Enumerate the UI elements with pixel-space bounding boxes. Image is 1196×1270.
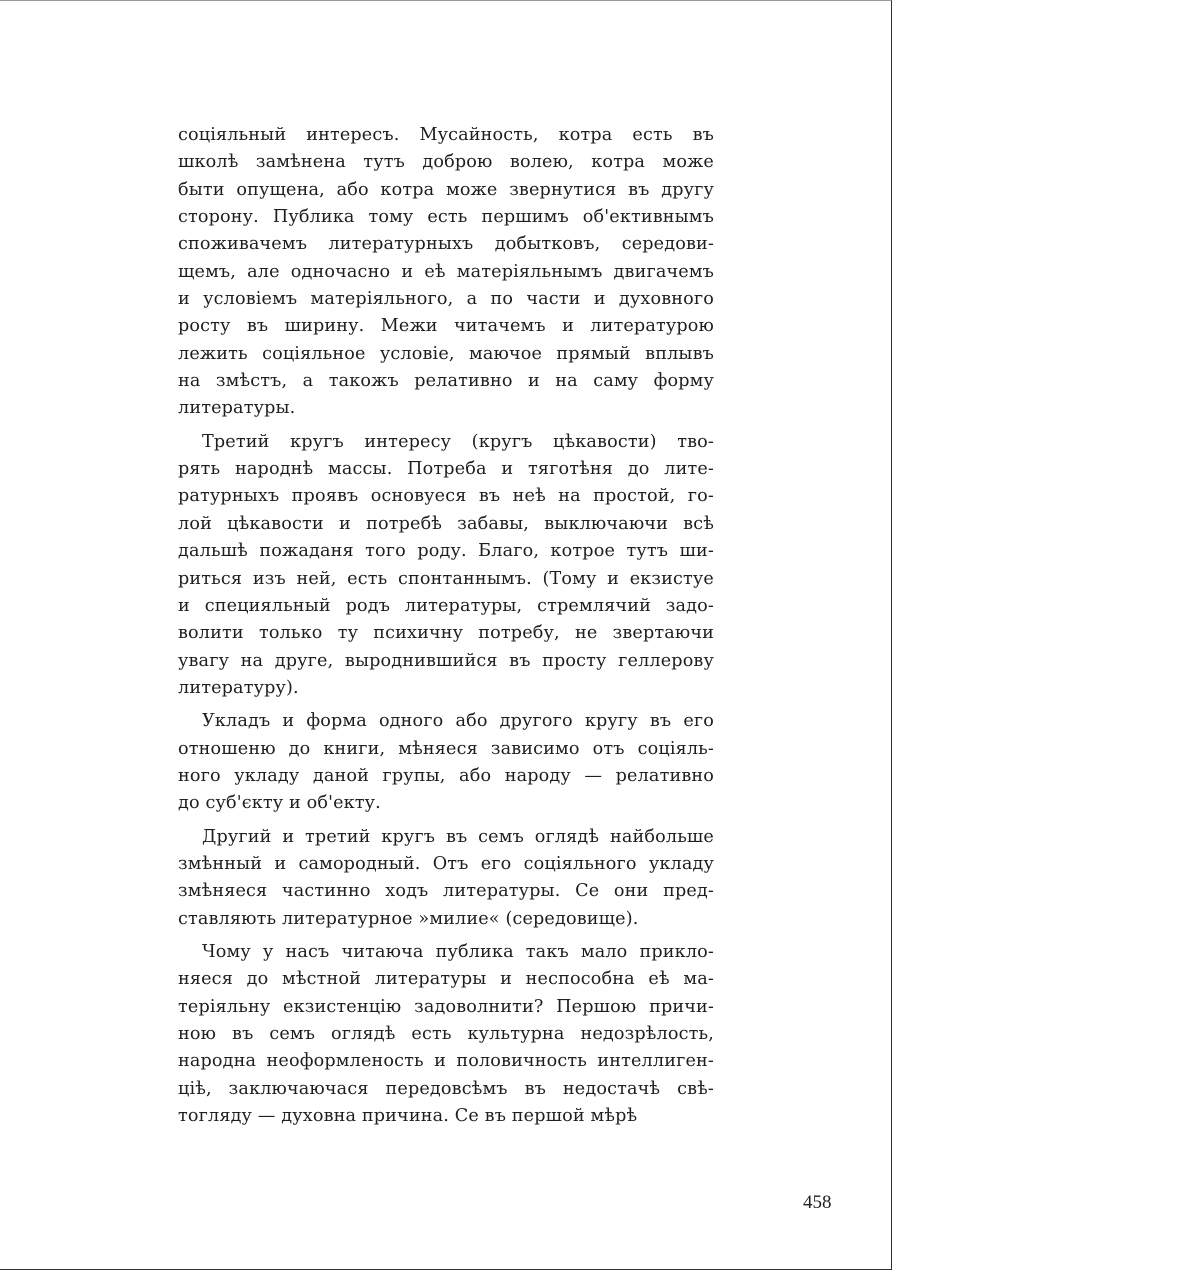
text-line: ціѣ, заключаючася передовсѣмъ въ недостачѣ свѣ- — [178, 1078, 714, 1099]
text-line: тогляду — духовна причина. Се въ першой мѣрѣ — [178, 1106, 638, 1127]
text-line: волити только ту психичну потребу, не звертаючи — [178, 623, 714, 644]
text-line: отношеню до книги, мѣняеся зависимо отъ соціяль- — [178, 738, 714, 759]
paragraph — [178, 708, 714, 817]
text-line: рять народнѣ массы. Потреба и тяготѣня до лите- — [178, 459, 714, 480]
text-line: Третий кругъ интересу (кругъ цѣкавости) тво- — [202, 431, 714, 452]
text-line: Другий и третий кругъ въ семъ оглядѣ найбольше — [202, 826, 714, 847]
text-line: няеся до мѣстной литературы и неспособна еѣ ма- — [178, 969, 714, 990]
text-line: на змѣстъ, а такожъ релативно и на саму форму — [178, 371, 714, 392]
paragraph — [178, 122, 714, 423]
text-line: школѣ замѣнена тутъ доброю волею, котра може — [178, 152, 714, 173]
text-line: ставляють литературное »милие« (середовище). — [178, 908, 639, 929]
paragraph — [178, 824, 714, 933]
text-line: лежить соціяльное условіе, маючое прямый вплывъ — [178, 343, 714, 364]
text-line: споживачемъ литературныхъ добытковъ, середови- — [178, 234, 714, 255]
paragraph — [178, 939, 714, 1130]
text-line: лой цѣкавости и потребѣ забавы, выключаючи всѣ — [178, 513, 714, 534]
text-line: и специяльный родъ литературы, стремлячий задо- — [178, 595, 714, 616]
text-line: быти опущена, або котра може звернутися въ другу — [178, 179, 714, 200]
text-line: увагу на друге, выроднившийся въ просту геллерову — [178, 650, 714, 671]
text-line: ною въ семъ оглядѣ есть культурна недозрѣлость, — [178, 1024, 714, 1044]
text-line: и условіемъ матеріяльного, а по части и духовного — [178, 289, 714, 310]
text-line: змѣняеся частинно ходъ литературы. Се они пред- — [178, 881, 714, 902]
text-line: народна неоформленость и половичность интеллиген- — [178, 1051, 714, 1072]
text-line: ного укладу даной групы, або народу — релативно — [178, 765, 714, 786]
text-line: литературы. — [178, 398, 296, 419]
paragraph — [178, 429, 714, 702]
text-line: Чому у насъ читаюча публика такъ мало прикло- — [202, 941, 714, 962]
text-line: змѣнный и самородный. Отъ его соціяльного укладу — [178, 853, 714, 874]
text-line: сторону. Публика тому есть першимъ об'ективнымъ — [178, 207, 714, 228]
text-line: теріяльну екзистенцію задоволнити? Першою причи- — [178, 996, 714, 1017]
text-line: ратурныхъ проявъ основуеся въ неѣ на простой, го- — [178, 486, 714, 507]
page-number: 458 — [803, 1192, 832, 1213]
text-line: Укладъ и форма одного або другого кругу въ его — [202, 711, 714, 732]
text-line: щемъ, але одночасно и еѣ матеріяльнымъ двигачемъ — [178, 261, 714, 282]
text-line: дальшѣ пожаданя того роду. Благо, котрое тутъ ши- — [178, 541, 714, 562]
text-line: росту въ ширину. Межи читачемъ и литературою — [178, 316, 714, 337]
text-line: литературу). — [178, 677, 299, 698]
text-line: риться изъ ней, есть спонтаннымъ. (Тому и екзистуе — [178, 568, 714, 589]
text-line: соціяльный интересъ. Мусайность, котра есть въ — [178, 125, 714, 145]
body-text — [178, 122, 714, 1130]
text-line: до суб'єкту и об'екту. — [178, 793, 381, 814]
